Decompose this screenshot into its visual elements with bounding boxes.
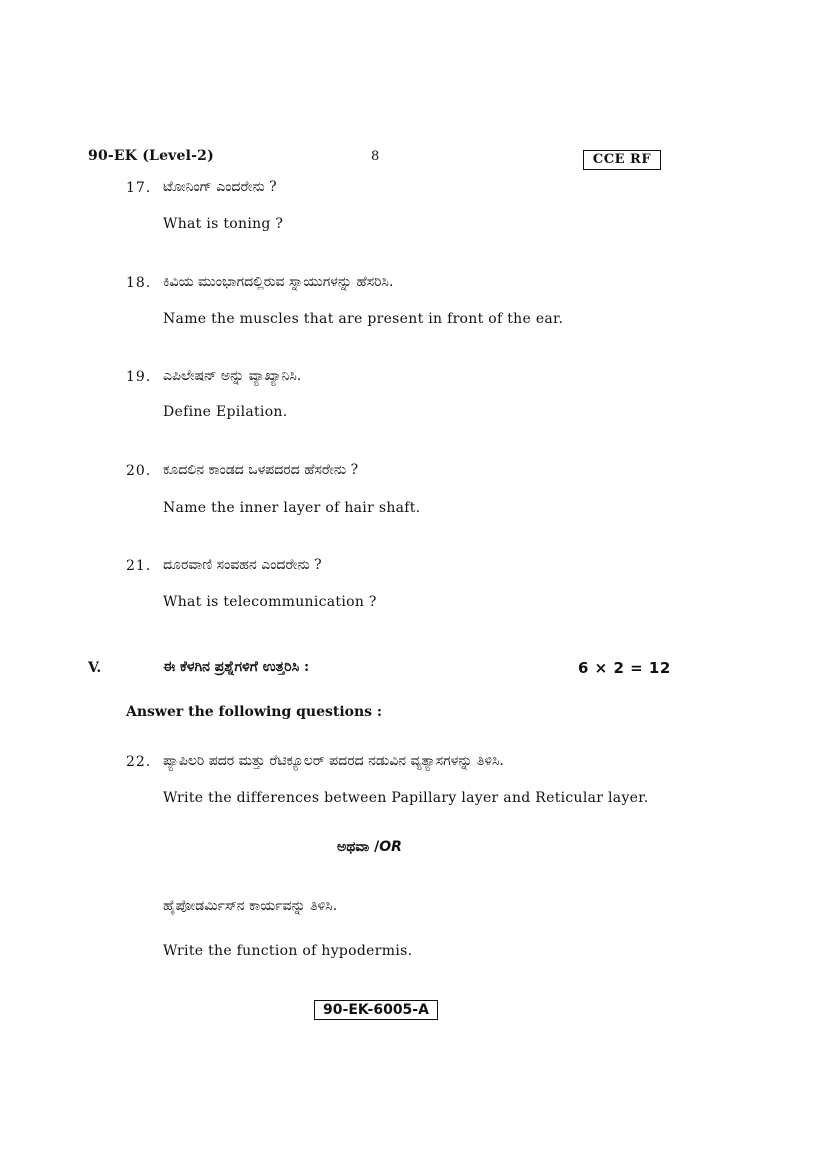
- question-kannada: ಎಪಿಲೇಷನ್ ಅನ್ನು ವ್ಯಾಖ್ಯಾನಿಸಿ.: [163, 368, 302, 384]
- question-number: 18.: [126, 275, 152, 291]
- question-kannada: ಕೂದಲಿನ ಕಾಂಡದ ಒಳಪದರದ ಹೆಸರೇನು ?: [163, 462, 359, 478]
- question-english: What is toning ?: [163, 216, 284, 232]
- or-divider: [337, 839, 402, 855]
- question-kannada: ದೂರವಾಣಿ ಸಂವಹನ ಎಂದರೇನು ?: [163, 557, 322, 573]
- section-number: V.: [88, 660, 102, 676]
- or-english: OR: [379, 839, 402, 855]
- question-english: Write the differences between Papillary layer and Reticular layer.: [163, 790, 649, 806]
- question-number: 22.: [126, 754, 152, 770]
- section-instruction-english: Answer the following questions :: [126, 704, 383, 720]
- question-kannada: ಕಿವಿಯ ಮುಂಭಾಗದಲ್ಲಿರುವ ಸ್ನಾಯುಗಳನ್ನು ಹೆಸರಿಸಿ.: [163, 274, 394, 290]
- section-instruction-kannada: ಈ ಕೆಳಗಿನ ಪ್ರಶ್ನೆಗಳಿಗೆ ಉತ್ತರಿಸಿ :: [163, 659, 310, 675]
- question-number: 17.: [126, 180, 152, 196]
- series-badge: CCE RF: [583, 150, 661, 170]
- question-number: 19.: [126, 369, 152, 385]
- footer-paper-code: 90-EK-6005-A: [314, 1000, 438, 1020]
- paper-code: 90-EK (Level-2): [88, 148, 214, 164]
- question-kannada: ಟೋನಿಂಗ್ ಎಂದರೇನು ?: [163, 179, 277, 195]
- question-english: Name the muscles that are present in front of the ear.: [163, 311, 564, 327]
- alternative-question-kannada: ಹೈಪೋಡರ್ಮಿಸ್‌ನ ಕಾರ್ಯವನ್ನು ತಿಳಿಸಿ.: [163, 898, 338, 914]
- question-english: Name the inner layer of hair shaft.: [163, 500, 421, 516]
- page-number: 8: [371, 149, 380, 164]
- question-english: Define Epilation.: [163, 404, 288, 420]
- alternative-question-english: Write the function of hypodermis.: [163, 943, 413, 959]
- section-marks: 6 × 2 = 12: [578, 659, 671, 677]
- or-kannada: ಅಥವಾ /: [337, 839, 380, 855]
- question-number: 20.: [126, 463, 152, 479]
- question-kannada: ಪ್ಯಾಪಿಲರಿ ಪದರ ಮತ್ತು ರೆಟಿಕ್ಯೂಲರ್ ಪದರದ ನಡುವಿನ ವ್ಯತ್ಯಾಸಗಳನ್ನು ತಿಳಿಸಿ.: [163, 753, 504, 769]
- question-english: What is telecommunication ?: [163, 594, 377, 610]
- question-number: 21.: [126, 558, 152, 574]
